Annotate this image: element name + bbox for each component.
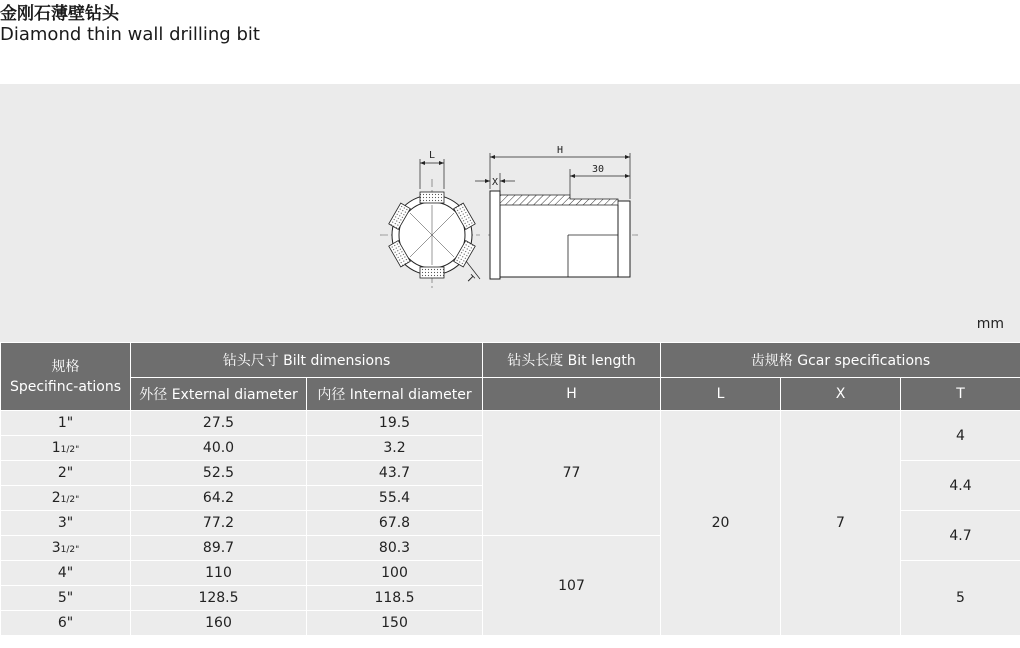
side-view (475, 145, 638, 279)
internal-cell: 150 (307, 611, 483, 636)
X-cell: 7 (781, 411, 901, 636)
title-english: Diamond thin wall drilling bit (0, 24, 260, 45)
internal-cell: 3.2 (307, 436, 483, 461)
spec-cell: 1" (1, 411, 131, 436)
H-cell: 77 (483, 411, 661, 536)
header-spec-en: Specifinc-ations (9, 378, 122, 395)
external-cell: 89.7 (131, 536, 307, 561)
spec-cell: 6" (1, 611, 131, 636)
spec-cell: 31/2" (1, 536, 131, 561)
internal-cell: 19.5 (307, 411, 483, 436)
external-cell: 110 (131, 561, 307, 586)
header-gear-specifications: 齿规格 Gcar specifications (661, 343, 1020, 378)
external-cell: 128.5 (131, 586, 307, 611)
label-H: H (556, 145, 564, 156)
T-cell: 4.7 (901, 511, 1020, 561)
spec-cell: 11/2" (1, 436, 131, 461)
spec-cell: 21/2" (1, 486, 131, 511)
spec-table (0, 342, 1020, 636)
title-chinese: 金刚石薄壁钻头 (0, 4, 119, 24)
header-L: L (661, 378, 781, 411)
T-cell: 4.4 (901, 461, 1020, 511)
internal-cell: 80.3 (307, 536, 483, 561)
internal-cell: 67.8 (307, 511, 483, 536)
spec-cell: 2" (1, 461, 131, 486)
header-specifications (1, 343, 131, 411)
title-block (0, 4, 260, 46)
L-cell: 20 (661, 411, 781, 636)
external-cell: 160 (131, 611, 307, 636)
header-H: H (483, 378, 661, 411)
header-T: T (901, 378, 1020, 411)
internal-cell: 43.7 (307, 461, 483, 486)
header-external-diameter: 外径 External diameter (131, 378, 307, 411)
label-T: T (463, 273, 476, 286)
internal-cell: 100 (307, 561, 483, 586)
T-cell: 4 (901, 411, 1020, 461)
spec-cell: 4" (1, 561, 131, 586)
header-X: X (781, 378, 901, 411)
H-cell: 107 (483, 536, 661, 636)
header-spec-cn: 规格 (51, 358, 80, 375)
front-view (380, 150, 480, 289)
internal-cell: 55.4 (307, 486, 483, 511)
spec-cell: 5" (1, 586, 131, 611)
internal-cell: 118.5 (307, 586, 483, 611)
diagram-panel (0, 84, 1020, 342)
table-row (1, 411, 1020, 436)
label-30: 30 (591, 164, 605, 175)
external-cell: 52.5 (131, 461, 307, 486)
spec-cell: 3" (1, 511, 131, 536)
header-internal-diameter: 内径 Internal diameter (307, 378, 483, 411)
external-cell: 27.5 (131, 411, 307, 436)
label-X: X (491, 177, 499, 188)
label-L: L (428, 150, 436, 161)
external-cell: 77.2 (131, 511, 307, 536)
external-cell: 40.0 (131, 436, 307, 461)
unit-label: mm (976, 316, 1004, 332)
header-bit-dimensions: 钻头尺寸 Bilt dimensions (131, 343, 483, 378)
external-cell: 64.2 (131, 486, 307, 511)
header-bit-length: 钻头长度 Bit length (483, 343, 661, 378)
T-cell: 5 (901, 561, 1020, 636)
drill-bit-technical-drawing (380, 139, 640, 289)
